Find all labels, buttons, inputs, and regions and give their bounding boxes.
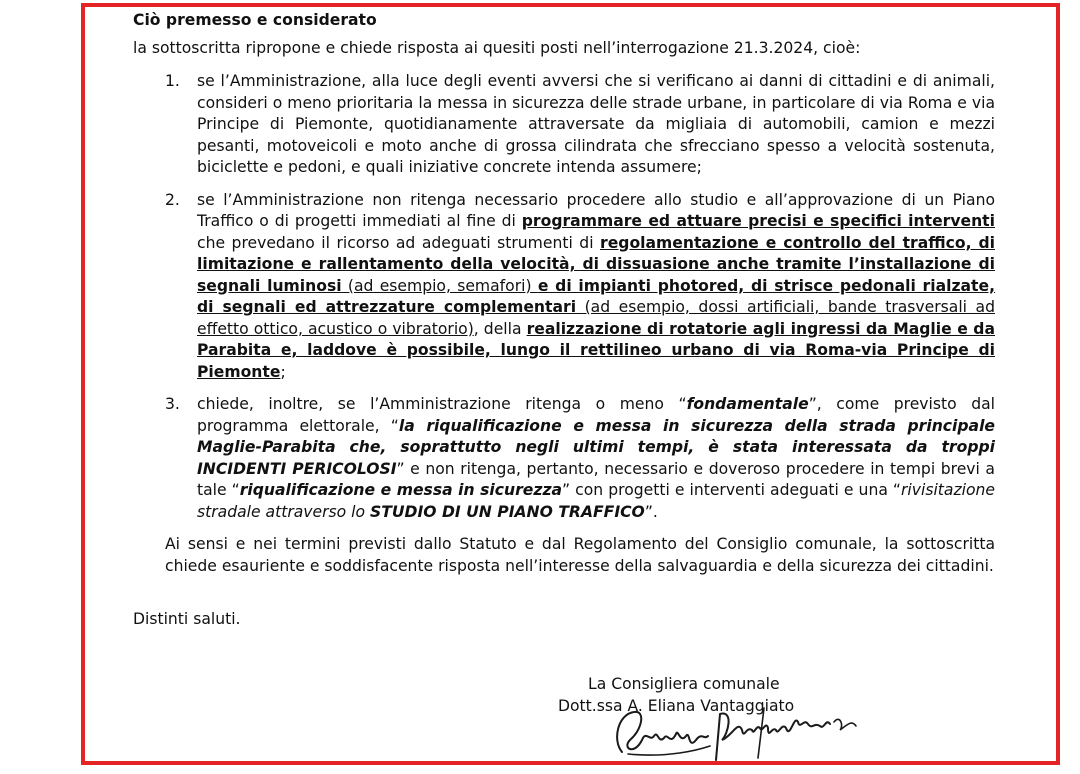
italic-text: rivisitazione stradale attraverso lo	[197, 481, 995, 521]
item-text-segment: ”, come previsto dal programma elettorale, “	[197, 395, 996, 435]
emphasis-text: realizzazione di rotatorie agli ingressi da Maglie e da Parabita e, laddove è possibile, lungo il rettilineo urbano di via Roma-via Principe di Piemonte	[197, 319, 995, 381]
signer-name: Dott.ssa A. Eliana Vantaggiato	[558, 696, 795, 715]
item-text-segment: ”.	[644, 502, 658, 521]
item-text-segment: se l’Amministrazione non ritenga necessario procedere allo studio e all’approvazione di un Piano Traffico o di progetti immediati al fine di	[197, 190, 995, 230]
list-item-number: 3.	[165, 395, 180, 413]
underlined-text: (ad esempio, semafori)	[341, 276, 538, 295]
list-item-number: 2.	[165, 190, 180, 209]
intro-paragraph: la sottoscritta ripropone e chiede risposta ai quesiti posti nell’interrogazione 21.3.2024, cioè:	[133, 38, 861, 57]
item-text-segment: ” con progetti e interventi adeguati e una “	[562, 481, 902, 499]
item-text-segment: che prevedano il ricorso ad adeguati strumenti di	[197, 233, 601, 252]
list-item	[133, 394, 995, 523]
emphasis-text: riqualificazione e messa in sicurezza	[239, 481, 563, 499]
list-item	[133, 71, 995, 179]
list-item-text: se l’Amministrazione, alla luce degli eventi avversi che si verificano ai danni di cittadini e di animali, consideri o meno prioritaria la messa in sicurezza delle strade urbane, in particolare di via Roma e via Principe di Piemonte, quotidianamente attraversate da migliaia di automobili, camion e mezzi pesanti, motoveicoli e moto anche di grossa cilindrata che sfrecciano spesso a velocità sostenuta, biciclette e pedoni, e quali iniziative concrete intenda assumere;	[197, 72, 995, 176]
emphasis-text: programmare ed attuare precisi e specifici interventi	[521, 212, 995, 230]
signer-role: La Consigliera comunale	[588, 675, 780, 693]
item-text-segment: ” e non ritenga, pertanto, necessario e doveroso procedere in tempi brevi a tale “	[197, 459, 995, 499]
item-text-segment: , della	[473, 319, 527, 338]
document-body	[133, 10, 995, 631]
section-heading: Ciò premesso e considerato	[133, 11, 377, 29]
salutation: Distinti saluti.	[133, 610, 241, 628]
emphasis-text: STUDIO DI UN PIANO TRAFFICO	[369, 502, 645, 521]
emphasis-text: la riqualificazione e messa in sicurezza della strada principale Maglie-Parabita che, soprattutto negli ultimi tempi, è stata interessata da troppi INCIDENTI PERICOLOSI	[197, 416, 995, 478]
underlined-text: (ad esempio, dossi artificiali, bande trasversali ad effetto ottico, acustico o vibratorio)	[197, 298, 995, 338]
emphasis-text: regolamentazione e controllo del traffico, di limitazione e rallentamento della velocità, di dissuasione anche tramite l’installazione di segnali luminosi	[197, 233, 995, 295]
handwritten-signature	[608, 700, 868, 768]
item-text-segment: chiede, inoltre, se l’Amministrazione ritenga o meno “	[197, 395, 687, 413]
item-text-segment: ;	[280, 362, 286, 381]
emphasis-text: e di impianti photored, di strisce pedonali rialzate, di segnali ed attrezzature complementari	[197, 276, 996, 316]
closing-paragraph: Ai sensi e nei termini previsti dallo Statuto e dal Regolamento del Consiglio comunale, la sottoscritta chiede esauriente e soddisfacente risposta nell’interesse della salvaguardia e della sicurezza dei cittadini.	[165, 535, 995, 575]
list-item-number: 1.	[165, 72, 180, 90]
list-item	[133, 190, 995, 384]
emphasis-text: fondamentale	[686, 395, 809, 413]
